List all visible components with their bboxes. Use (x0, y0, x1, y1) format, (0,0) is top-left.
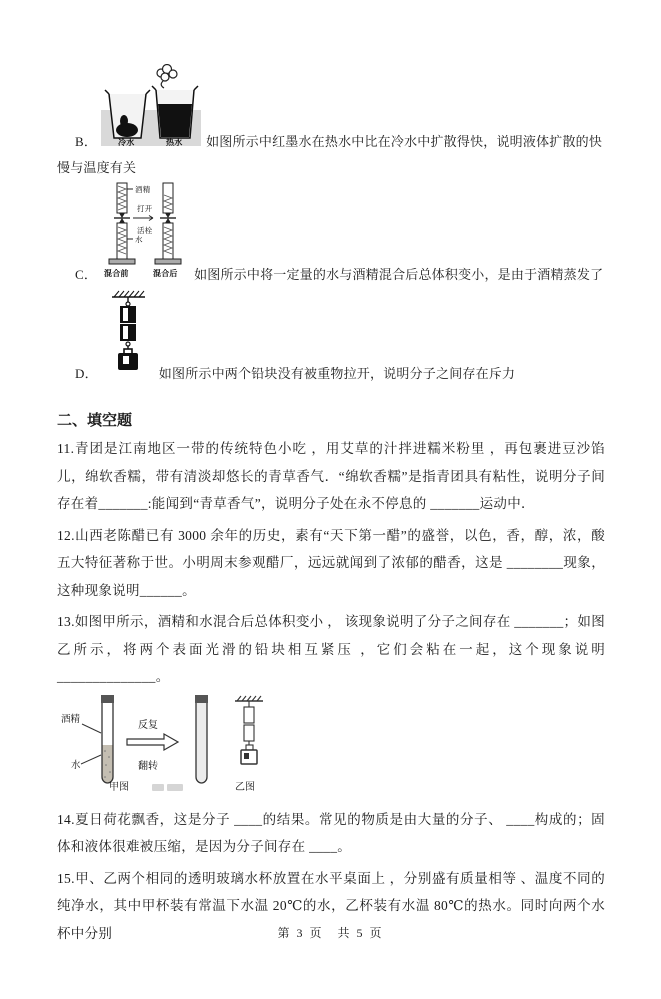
lead-block-upper (120, 306, 136, 323)
after-mixing-label: 混合后 (153, 269, 178, 278)
option-d-row (57, 290, 605, 387)
mini-lead-blocks (235, 696, 263, 764)
section-heading: 二、填空题 (57, 412, 133, 429)
question-11: 11.青团是江南地区一带的传统特色小吃 ，用艾草的汁拌进糯米粉里 ，再包裹进豆沙馅儿，绵软香糯，带有清淡却悠长的青草香气．“绵软香糯”是指青团具有粘性，说明分子间存在着_______:能闻到“青草香气”，说明分子处在永不停息的 _______运动中． (57, 441, 605, 511)
hot-water-label: 热水 (166, 138, 183, 146)
alcohol-water-mixing-figure (101, 181, 189, 288)
scan-smudge (152, 784, 183, 791)
valve-label: 活栓 (137, 226, 153, 235)
water-pointer-line (81, 755, 101, 764)
question-12: 12.山西老陈醋已有 3000 余年的历史，素有“天下第一醋”的盛誉，以色，香，醇，浓，酸五大特征著称于世。小明周末参观醋厂，远远就闻到了浓郁的醋香，这是 ________现象，这种现象说明______。 (57, 527, 605, 598)
alcohol-label: 酒精 (135, 185, 151, 194)
hook-icon-lower (126, 342, 130, 346)
lead-blocks-figure (102, 290, 154, 387)
question-13: 13.如图甲所示，酒精和水混合后总体积变小 ， 该现象说明了分子之间存在 _______；如图乙所示，将两个表面光滑的铅块相互紧压 ，它们会粘在一起，这个现象说明______________。 (57, 614, 605, 684)
alcohol-pointer-line (82, 724, 101, 733)
arrow-icon (133, 216, 153, 221)
question-14: 14.夏日荷花飘香，这是分子 ____的结果。常见的物质是由大量的分子、 ____构成的；固体和液体很难被压缩，是因为分子间存在 ____。 (57, 811, 605, 854)
figure-a-label: 甲图 (109, 781, 129, 793)
option-c-text: 如图所示中将一定量的水与酒精混合后总体积变小，是由于酒精蒸发了 (194, 267, 604, 282)
alcohol-water-mixing-icon (101, 181, 189, 279)
q13-figure (59, 693, 605, 798)
open-label: 打开 (137, 204, 153, 213)
option-d-label: D． (75, 366, 98, 381)
flip-label: 翻转 (138, 760, 158, 772)
option-b-text: 如图所示中红墨水在热水中比在冷水中扩散得快，说明液体扩散的快慢与温度有关 (57, 134, 603, 175)
water-label: 水 (71, 759, 81, 771)
figure-b-label: 乙图 (235, 781, 255, 793)
option-b-row (57, 64, 605, 181)
hot-water-beaker (152, 86, 198, 138)
diffusion-beakers-icon (101, 64, 201, 146)
lead-block-lower (120, 324, 136, 341)
diffusion-beakers-figure (101, 64, 201, 155)
lead-blocks-icon (102, 290, 154, 378)
question-15: 15.甲、乙两个相同的透明玻璃水杯放置在水平桌面上 ，分别盛有质量相等 、温度不同的纯净水，其中甲杯装有常温下水温 20℃的水，乙杯装有水温 80℃的热水。同时向两个水杯中分别 (57, 870, 605, 941)
water-label: 水 (135, 235, 143, 244)
repeat-label: 反复 (138, 719, 158, 731)
hook-icon (126, 302, 130, 306)
before-mixing-label: 混合前 (104, 269, 129, 278)
after-mixing-apparatus (155, 183, 181, 264)
before-mixing-apparatus (109, 183, 135, 264)
hanging-weight (118, 349, 138, 370)
page-footer: 第 3 页 共 5 页 (277, 926, 384, 940)
option-b-label: B． (75, 134, 98, 149)
q13-figure-icon (59, 693, 271, 793)
alcohol-label: 酒精 (61, 713, 81, 725)
flip-arrow-icon (127, 734, 178, 750)
option-c-row (57, 181, 605, 288)
option-d-text: 如图所示中两个铅块没有被重物拉开，说明分子之间存在斥力 (158, 366, 516, 381)
exam-paper-page (0, 64, 661, 999)
steam-icon (157, 65, 177, 89)
test-tube-after (195, 695, 208, 783)
option-c-label: C． (75, 267, 98, 282)
test-tube-before (101, 695, 114, 783)
cold-water-label: 冷水 (118, 138, 135, 146)
ceiling-hatch (112, 291, 145, 297)
